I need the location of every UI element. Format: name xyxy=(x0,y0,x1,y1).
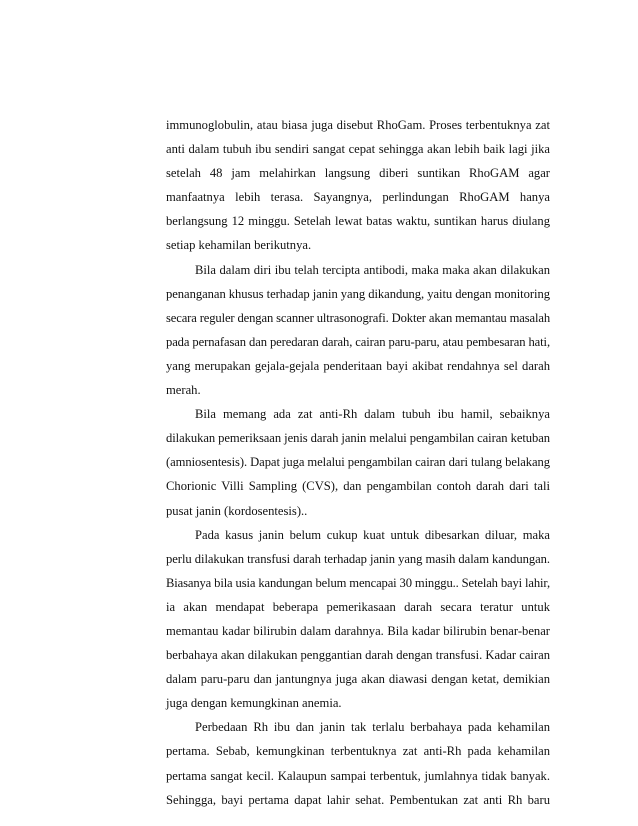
text-line: pertama. Sebab, kemungkinan terbentuknya zat anti-Rh pada kehamilan xyxy=(166,744,550,759)
text-line: dalam paru-paru dan jantungnya juga akan diawasi dengan ketat, demikian xyxy=(166,672,550,687)
text-line: Biasanya bila usia kandungan belum mencapai 30 minggu.. Setelah bayi lahir, xyxy=(166,575,550,590)
text-line: (amniosentesis). Dapat juga melalui pengambilan cairan dari tulang belakang xyxy=(166,455,550,470)
text-line: juga dengan kemungkinan anemia. xyxy=(166,696,342,711)
text-line: penanganan khusus terhadap janin yang dikandung, yaitu dengan monitoring xyxy=(166,286,550,301)
text-line: pusat janin (kordosentesis).. xyxy=(166,503,308,518)
text-line: pada pernafasan dan peredaran darah, cairan paru-paru, atau pembesaran hati, xyxy=(166,334,550,349)
text-line: Bila memang ada zat anti-Rh dalam tubuh ibu hamil, sebaiknya xyxy=(195,407,550,422)
text-line: yang merupakan gejala-gejala penderitaan bayi akibat rendahnya sel darah xyxy=(166,358,550,373)
text-line: perlu dilakukan transfusi darah terhadap janin yang masih dalam kandungan. xyxy=(166,551,550,566)
text-line: secara reguler dengan scanner ultrasonografi. Dokter akan memantau masalah xyxy=(166,310,550,325)
paragraph-5 xyxy=(166,715,550,811)
paragraph-2 xyxy=(166,258,550,403)
body-text xyxy=(166,113,550,812)
text-line: Pada kasus janin belum cukup kuat untuk dibesarkan diluar, maka xyxy=(195,527,550,542)
text-line: Perbedaan Rh ibu dan janin tak terlalu berbahaya pada kehamilan xyxy=(195,720,550,735)
paragraph-4 xyxy=(166,523,550,716)
text-line: pertama sangat kecil. Kalaupun sampai terbentuk, jumlahnya tidak banyak. xyxy=(166,768,550,783)
text-line: ia akan mendapat beberapa pemerikasaan darah secara teratur untuk xyxy=(166,599,550,614)
text-line: Bila dalam diri ibu telah tercipta antibodi, maka maka akan dilakukan xyxy=(195,262,550,277)
text-line: manfaatnya lebih terasa. Sayangnya, perlindungan RhoGAM hanya xyxy=(166,190,550,205)
paragraph-3 xyxy=(166,402,550,522)
text-line: immunoglobulin, atau biasa juga disebut RhoGam. Proses terbentuknya zat xyxy=(166,118,550,132)
text-line: setiap kehamilan berikutnya. xyxy=(166,238,312,253)
text-line: anti dalam tubuh ibu sendiri sangat cepat sehingga akan lebih baik lagi jika xyxy=(166,142,550,157)
text-line: berbahaya akan dilakukan penggantian darah dengan transfusi. Kadar cairan xyxy=(166,648,550,663)
text-line: berlangsung 12 minggu. Setelah lewat batas waktu, suntikan harus diulang xyxy=(166,214,550,229)
text-line: dilakukan pemeriksaan jenis darah janin melalui pengambilan cairan ketuban xyxy=(166,431,550,446)
text-line: memantau kadar bilirubin dalam darahnya. Bila kadar bilirubin benar-benar xyxy=(166,623,550,638)
text-line: merah. xyxy=(166,383,201,398)
text-line: setelah 48 jam melahirkan langsung diberi suntikan RhoGAM agar xyxy=(166,166,550,181)
text-line: Sehingga, bayi pertama dapat lahir sehat. Pembentukan zat anti Rh baru xyxy=(166,792,550,807)
text-line: Chorionic Villi Sampling (CVS), dan pengambilan contoh darah dari tali xyxy=(166,479,550,494)
paragraph-1 xyxy=(166,113,550,258)
